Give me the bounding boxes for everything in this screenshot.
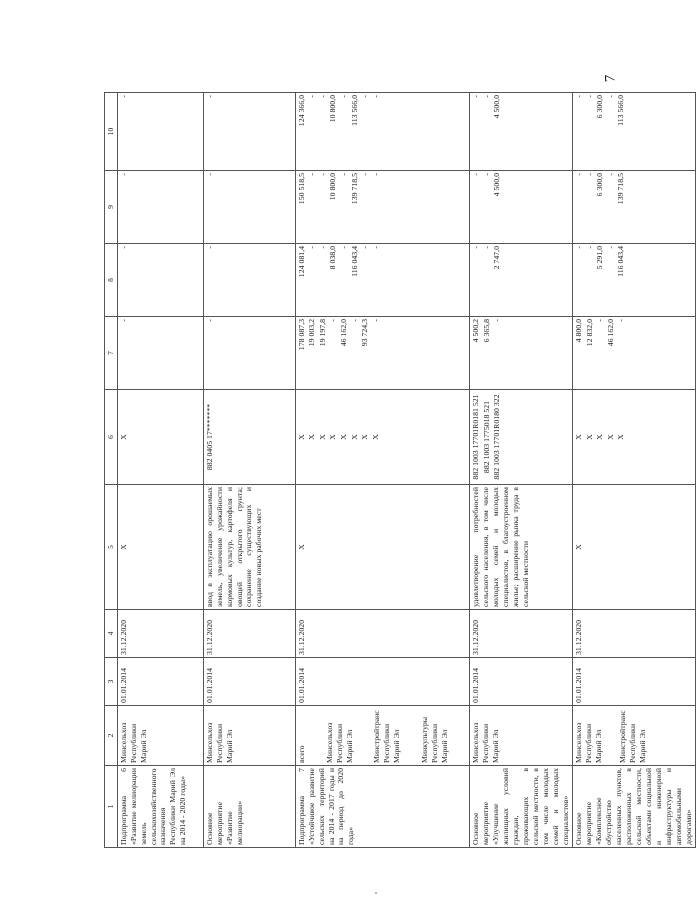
cell-name: Подпрограмма 6 «Развитие мелиорации земель сельскохозяйственного назначения Республики Марий Эл на 2014 - 2020 годы» bbox=[117, 766, 203, 848]
cell-value: - bbox=[370, 319, 380, 322]
cell-budget-code bbox=[117, 390, 203, 485]
cell-value: 10 800,0 bbox=[328, 95, 338, 123]
cell-value: 8 038,0 bbox=[328, 246, 338, 270]
cell-value: - bbox=[118, 319, 128, 322]
cell-2017 bbox=[295, 244, 470, 317]
cell-value: - bbox=[307, 246, 317, 249]
cell-value: 139 718,5 bbox=[616, 173, 626, 205]
cell-value: - bbox=[317, 95, 327, 98]
cell-value: X bbox=[296, 434, 306, 440]
column-number-row bbox=[105, 93, 118, 848]
table-row bbox=[117, 93, 203, 848]
cell-expected-result: ввод в эксплуатацию орошаемых земель, увеличение урожайности кормовых культур, картофеля и овощей открытого грунта; сохранение существующих и создание новых рабочих мест bbox=[203, 485, 295, 610]
cell-value: 882 1003 17701R0180 322 bbox=[492, 394, 502, 480]
cell-value: X bbox=[595, 434, 605, 440]
page-number: 7 bbox=[602, 74, 619, 83]
cell-2016 bbox=[203, 317, 295, 390]
col-num-6: 6 bbox=[105, 390, 118, 485]
executor-group: Минстройтранс Республики Марий Эл bbox=[372, 710, 402, 763]
cell-value: 46 162,0 bbox=[338, 319, 348, 347]
cell-value: - bbox=[595, 319, 605, 322]
table-row bbox=[295, 93, 470, 848]
cell-value: X bbox=[605, 434, 615, 440]
cell-value: - bbox=[338, 95, 348, 98]
cell-value: 178 087,3 bbox=[296, 319, 306, 351]
cell-name: Основное мероприятие «Развитие мелиорации» bbox=[203, 766, 295, 848]
cell-value: X bbox=[360, 434, 370, 440]
executor-group: Минсельхоз Республики Марий Эл bbox=[573, 722, 603, 763]
cell-value: 4 500,0 bbox=[492, 95, 502, 119]
cell-budget-code bbox=[295, 390, 470, 485]
cell-value: - bbox=[349, 319, 359, 322]
cell-value: 4 800,0 bbox=[573, 319, 583, 343]
table-row bbox=[572, 93, 695, 848]
cell-value: - bbox=[204, 319, 214, 322]
cell-value: X bbox=[307, 434, 317, 440]
cell-value: 139 718,5 bbox=[349, 173, 359, 205]
cell-value: - bbox=[471, 95, 481, 98]
cell-2019 bbox=[295, 93, 470, 171]
cell-value: - bbox=[584, 95, 594, 98]
cell-value: 124 366,0 bbox=[296, 95, 306, 127]
cell-end-date: 31.12.2020 bbox=[470, 610, 573, 658]
col-num-10: 10 bbox=[105, 93, 118, 171]
cell-value: - bbox=[471, 173, 481, 176]
cell-value: X bbox=[317, 434, 327, 440]
table-body bbox=[117, 93, 695, 848]
cell-2019 bbox=[117, 93, 203, 171]
cell-value: - bbox=[204, 246, 214, 249]
cell-value: - bbox=[328, 319, 338, 322]
cell-end-date: 31.12.2020 bbox=[117, 610, 203, 658]
cell-value: - bbox=[370, 246, 380, 249]
cell-value: 116 043,4 bbox=[616, 246, 626, 277]
cell-value: 46 162,0 bbox=[605, 319, 615, 347]
cell-2016 bbox=[117, 317, 203, 390]
cell-2018 bbox=[470, 171, 573, 244]
cell-value: - bbox=[492, 319, 502, 322]
cell-value: 124 081,4 bbox=[296, 246, 306, 278]
cell-name: Подпрограмма 7 «Устойчивое развитие сельских территорий на 2014 - 2017 годы и на период до 2020 года» bbox=[295, 766, 470, 848]
cell-value: 19 003,2 bbox=[307, 319, 317, 347]
cell-executor: Минсельхоз Республики Марий Эл bbox=[470, 706, 573, 766]
cell-value: - bbox=[481, 246, 491, 249]
cell-2019 bbox=[203, 93, 295, 171]
cell-value: 10 800,0 bbox=[328, 173, 338, 201]
cell-value: X bbox=[338, 434, 348, 440]
page-dot bbox=[375, 892, 377, 894]
cell-2018 bbox=[572, 171, 695, 244]
cell-expected-result: удовлетворение потребностей сельского населения, в том числе молодых семей и молодых специалистов, в благоустроенном жилье; расширение рынка труда в сельской местности bbox=[470, 485, 573, 610]
cell-value: 19 197,8 bbox=[317, 319, 327, 347]
cell-value: - bbox=[204, 173, 214, 176]
cell-value: - bbox=[573, 173, 583, 176]
cell-value: - bbox=[573, 246, 583, 249]
cell-value: 150 518,5 bbox=[296, 173, 306, 205]
cell-value: 882 1003 17701R0181 521 bbox=[471, 394, 481, 480]
cell-executor bbox=[295, 706, 470, 766]
cell-2019 bbox=[572, 93, 695, 171]
cell-2017 bbox=[203, 244, 295, 317]
cell-value: - bbox=[605, 246, 615, 249]
cell-value: - bbox=[370, 173, 380, 176]
cell-expected-result: X bbox=[295, 485, 470, 610]
cell-value: - bbox=[584, 246, 594, 249]
cell-end-date: 31.12.2020 bbox=[203, 610, 295, 658]
executor-group: всего bbox=[296, 745, 306, 763]
cell-executor: Минсельхоз Республики Марий Эл bbox=[203, 706, 295, 766]
executor-group: Минстройтранс Республики Марий Эл bbox=[617, 710, 647, 763]
cell-end-date: 31.12.2020 bbox=[295, 610, 470, 658]
cell-value: X bbox=[370, 434, 380, 440]
cell-value: - bbox=[118, 173, 128, 176]
cell-2017 bbox=[572, 244, 695, 317]
rotated-page bbox=[104, 93, 693, 848]
cell-budget-code bbox=[572, 390, 695, 485]
cell-value: 5 291,0 bbox=[595, 246, 605, 270]
cell-value: - bbox=[360, 95, 370, 98]
cell-value: X bbox=[118, 434, 128, 440]
cell-value: - bbox=[360, 173, 370, 176]
cell-2016 bbox=[295, 317, 470, 390]
cell-value: - bbox=[605, 95, 615, 98]
cell-2016 bbox=[470, 317, 573, 390]
cell-value: - bbox=[573, 95, 583, 98]
cell-2017 bbox=[117, 244, 203, 317]
executor-group: Минсельхоз Республики Марий Эл bbox=[324, 722, 354, 763]
cell-2018 bbox=[117, 171, 203, 244]
cell-value: - bbox=[307, 95, 317, 98]
cell-value: - bbox=[471, 246, 481, 249]
cell-name: Основное мероприятие «Комплексное обустройство населенных пунктов, расположенных в сельской местности, объектами социальной и инженерной инфраструктуры и автомобильными дорогами» bbox=[572, 766, 695, 848]
cell-value: - bbox=[481, 173, 491, 176]
cell-executor bbox=[572, 706, 695, 766]
cell-value: 4 500,2 bbox=[471, 319, 481, 343]
cell-value: - bbox=[616, 319, 626, 322]
cell-2019 bbox=[470, 93, 573, 171]
cell-value: X bbox=[573, 434, 583, 440]
cell-start-date: 01.01.2014 bbox=[470, 658, 573, 706]
cell-expected-result: X bbox=[117, 485, 203, 610]
cell-value: 2 747,0 bbox=[492, 246, 502, 270]
cell-end-date: 31.12.2020 bbox=[572, 610, 695, 658]
table-row bbox=[470, 93, 573, 848]
col-num-3: 3 bbox=[105, 658, 118, 706]
cell-value: - bbox=[317, 173, 327, 176]
col-num-2: 2 bbox=[105, 706, 118, 766]
cell-value: - bbox=[118, 95, 128, 98]
cell-executor: Минсельхоз Республики Марий Эл bbox=[117, 706, 203, 766]
cell-value: 6 300,0 bbox=[595, 173, 605, 197]
cell-value: - bbox=[370, 95, 380, 98]
cell-value: X bbox=[584, 434, 594, 440]
cell-start-date: 01.01.2014 bbox=[117, 658, 203, 706]
col-num-7: 7 bbox=[105, 317, 118, 390]
cell-expected-result: X bbox=[572, 485, 695, 610]
cell-value: - bbox=[338, 246, 348, 249]
cell-value: - bbox=[317, 246, 327, 249]
cell-2018 bbox=[203, 171, 295, 244]
cell-value: 6 365,8 bbox=[481, 319, 491, 343]
cell-value: - bbox=[605, 173, 615, 176]
executor-group: Минкультуры Республики Марий Эл bbox=[420, 716, 450, 763]
cell-value: - bbox=[338, 173, 348, 176]
cell-value: X bbox=[616, 434, 626, 440]
col-num-9: 9 bbox=[105, 171, 118, 244]
cell-value: X bbox=[349, 434, 359, 440]
program-table bbox=[104, 92, 696, 848]
cell-start-date: 01.01.2014 bbox=[295, 658, 470, 706]
cell-value: 882 0405 17******* bbox=[204, 403, 214, 471]
cell-value: 113 566,0 bbox=[616, 95, 626, 126]
cell-start-date: 01.01.2014 bbox=[572, 658, 695, 706]
col-num-8: 8 bbox=[105, 244, 118, 317]
cell-2018 bbox=[295, 171, 470, 244]
cell-value: 93 724,3 bbox=[360, 319, 370, 347]
cell-value: 113 566,0 bbox=[349, 95, 359, 126]
cell-value: 4 500,0 bbox=[492, 173, 502, 197]
cell-value: - bbox=[307, 173, 317, 176]
cell-2016 bbox=[572, 317, 695, 390]
cell-value: - bbox=[360, 246, 370, 249]
cell-value: - bbox=[584, 173, 594, 176]
cell-value: - bbox=[118, 246, 128, 249]
col-num-1: 1 bbox=[105, 766, 118, 848]
cell-value: 6 300,0 bbox=[595, 95, 605, 119]
col-num-5: 5 bbox=[105, 485, 118, 610]
cell-budget-code bbox=[470, 390, 573, 485]
col-num-4: 4 bbox=[105, 610, 118, 658]
cell-value: - bbox=[204, 95, 214, 98]
cell-value: 882 1003 1775018 521 bbox=[481, 400, 491, 474]
cell-value: - bbox=[481, 95, 491, 98]
cell-start-date: 01.01.2014 bbox=[203, 658, 295, 706]
cell-value: X bbox=[328, 434, 338, 440]
cell-2017 bbox=[470, 244, 573, 317]
cell-name: Основное мероприятие «Улучшение жилищных условий граждан, проживающих в сельской местности, в том числе молодых семей и молодых специалистов» bbox=[470, 766, 573, 848]
cell-budget-code bbox=[203, 390, 295, 485]
cell-value: 12 832,0 bbox=[584, 319, 594, 347]
cell-value: 116 043,4 bbox=[349, 246, 359, 277]
table-row bbox=[203, 93, 295, 848]
